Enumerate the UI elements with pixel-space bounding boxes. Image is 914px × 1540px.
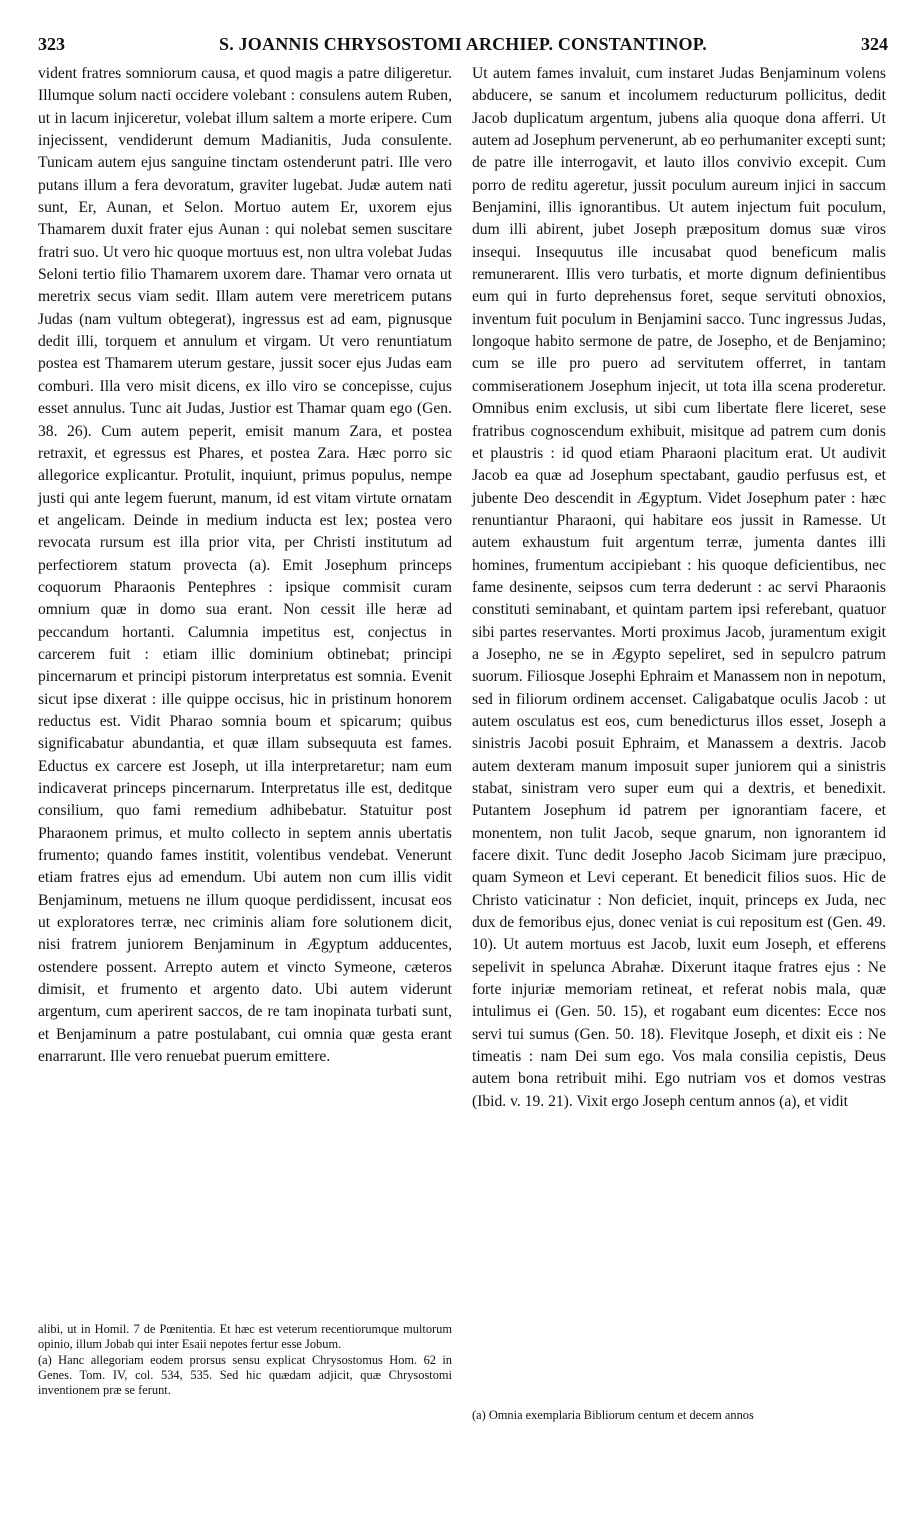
footnote-continuation: alibi, ut in Homil. 7 de Pœnitentia. Et hæc est veterum recentiorumque multorum opinio, illum Jobab qui inter Esaii nepotes fertur esse Jobum. [38, 1322, 452, 1352]
running-header [38, 34, 888, 64]
left-column-text: vident fratres somniorum causa, et quod magis a patre diligeretur. Illumque solum nacti occidere volebant : consulens autem Ruben, ut in lacum injiceretur, volebat illum saltem a morte eripere. Cum injecissent, vendiderunt demum Madianitis, Juda consulente. Tunicam autem ejus sanguine tinctam ostenderunt patri. Ille vero putans illum a fera devoratum, graviter lugebat. Judæ autem nati sunt, Er, Aunan, et Selon. Mortuo autem Er, uxorem ejus Thamarem duxit frater ejus Aunan : qui nolebat semen suscitare fratri suo. Ut vero hic quoque mortuus est, non ultra volebat Judas Seloni tertio filio Thamarem uxorem dare. Thamar vero ornata ut meretrix secus viam sedit. Illam autem vere meretricem putans Judas (nam vultum obtegerat), ingressus est ad eam, pignusque dedit illi, torquem et annulum et virgam. Ut vero renuntiatum postea est Thamarem uterum gestare, jussit socer ejus Judas eam comburi. Illa vero misit dicens, ex illo viro se concepisse, cujus esset annulus. Tunc ait Judas, Justior est Thamar quam ego (Gen. 38. 26). Cum autem peperit, emisit manum Zara, et postea retraxit, et egressus est Phares, et postea Zara. Hæc porro sic allegorice explicantur. Protulit, inquiunt, primus populus, nempe justi qui ante legem fuerunt, manum, id est vitam virtute ornatam et angelicam. Deinde in medium inducta est lex; postea vero revocata rursum est illa prior vita, per Christi institutum ad perfectiorem statum provecta (a). Emit Josephum princeps coquorum Pharaonis Pentephres : ipsique commisit curam omnium quæ in domo sua erant. Non cessit ille heræ ad peccandum hortanti. Calumnia impetitus est, conjectus in carcerem fuit : etiam illic dominium obtinebat; principi pincernarum et principi pistorum interpretatus est somnia. Evenit sicut ipse dixerat : ille quippe occisus, hic in pristinum honorem reductus est. Vidit Pharao somnia boum et spicarum; quibus significabatur abundantia, et quæ illam subsequuta est fames. Eductus ex carcere est Joseph, ut illa interpretaretur; nam eum indicaverat princeps pincernarum. Interpretatus ille est, deditque consilium, quo fami remedium adhibebatur. Statuitur post Pharaonem primus, et multo collecto in septem annis ubertatis frumento; quando fames institit, volentibus vendebat. Venerunt etiam fratres ejus ad emendum. Ubi autem non cum illis vidit Benjaminum, metuens ne illum quoque perdidissent, incusat eos ut exploratores terræ, nec criminis aliam fore solutionem dicit, nisi fratrem juniorem Benjaminum in Ægyptum adducentes, ostendere possent. Arrepto autem et vincto Symeone, cæteros dimisit, et frumento et argento dato. Ubi autem viderunt argentum, cum aperirent saccos, de re tam inopinata turbati sunt, et Benjaminum a patre postulabant, cui omnia quæ gesta erant enarrarunt. Ille vero renuebat puerum emittere. [38, 65, 452, 1066]
right-column [472, 63, 886, 1113]
page-number-left: 323 [38, 34, 65, 54]
right-footnotes [472, 1408, 886, 1423]
running-title: S. JOANNIS CHRYSOSTOMI ARCHIEP. CONSTANTINOP. [219, 34, 707, 54]
left-footnotes [38, 1322, 452, 1398]
footnote-a-left: (a) Hanc allegoriam eodem prorsus sensu explicat Chrysostomus Hom. 62 in Genes. Tom. IV, col. 534, 535. Sed hic quædam adjicit, quæ Chrysostomi inventionem præ se ferunt. [38, 1352, 452, 1398]
page-number-right: 324 [861, 34, 888, 54]
left-column [38, 63, 452, 1068]
footnote-a-right: (a) Omnia exemplaria Bibliorum centum et decem annos [472, 1408, 754, 1422]
right-column-text: Ut autem fames invaluit, cum instaret Judas Benjaminum volens abducere, se sanum et incolumem reducturum pollicitus, dedit Jacob duplicatum argentum, jubens alia quoque dona afferri. Ut autem ad Josephum pervenerunt, ab eo perhumaniter excepti sunt; de patre ille interrogavit, et lauto illos convivio excepit. Cum porro de reditu ageretur, jussit poculum aureum injici in saccum Benjamini, illis ignorantibus. Ut autem injectum fuit poculum, dum illi abirent, jubet Joseph præpositum domus suæ viros insequi. Insequutus ille incusabat quod beneficum malis remunerarent. Illis vero turbatis, et morte dignum definientibus eum qui in furto deprehensus foret, seque servituti obnoxios, inventum fuit poculum in Benjamini sacco. Tunc ingressus Judas, longoque habito sermone de patre, de Josepho, et de Benjamino; cum se ille pro puero ad servitutem offerret, in tantam commiserationem Josephum injecit, ut tota illa scena proderetur. Omnibus enim exclusis, ut sibi cum libertate flere liceret, sese fratribus cognoscendum exhibuit, misitque ad patrem cum donis et plaustris : id quod etiam Pharaoni placitum erat. Ut audivit Jacob ea quæ ad Josephum spectabant, gaudio perfusus est, et jubente Deo descendit in Ægyptum. Videt Josephum pater : hæc renuntiantur Pharaoni, qui habitare eos jussit in Ramesse. Ut autem exhaustum fuit argentum terræ, jumenta dantes illi homines, frumentum accipiebant : his quoque deficientibus, nec fame desinente, seipsos cum terra dederunt : ac servi Pharaonis constituti seminabant, et quintam partem ipsi referebant, quatuor sibi partes reservantes. Morti proximus Jacob, juramentum exigit a Josepho, ne se in Ægypto sepeliret, sed in sepulcro patrum suorum. Filiosque Josephi Ephraim et Manassem non in nepotum, sed in filiorum ordinem accenset. Caligabatque oculis Jacob : ut autem osculatus est eos, cum benedicturus illos esset, Joseph a sinistris Jacobi posuit Ephraim, et Manassem a dextris. Jacob autem dexteram manum imposuit super juniorem qui a sinistris stabat, sinistram vero super eum qui a dextris, et benedixit. Putantem Josephum id patrem per ignorantiam facere, et monentem, non tulit Jacob, seque gnarum, non ignorantem id facere dixit. Tunc dedit Josepho Jacob Sicimam jure præcipuo, quam Symeon et Levi ceperant. Et benedicit filios suos. Hic de Christo vaticinatur : Non deficiet, inquit, princeps ex Juda, nec dux de femoribus ejus, donec veniat is cui repositum est (Gen. 49. 10). Ut autem mortuus est Jacob, luxit eum Joseph, et efferens sepelivit in spelunca Abrahæ. Dixerunt itaque fratres ejus : Ne forte injuriæ memoriam retineat, et referat nobis mala, quæ intulimus ei (Gen. 50. 15), et rogabant eum dicentes: Ecce nos servi tui sumus (Gen. 50. 18). Flevitque Joseph, et dixit eis : Ne timeatis : nam Dei sum ego. Vos mala consilia cepistis, Deus autem bona retribuit mihi. Ego nutriam vos et domos vestras (Ibid. v. 19. 21). Vixit ergo Joseph centum annos (a), et vidit [472, 65, 886, 1110]
